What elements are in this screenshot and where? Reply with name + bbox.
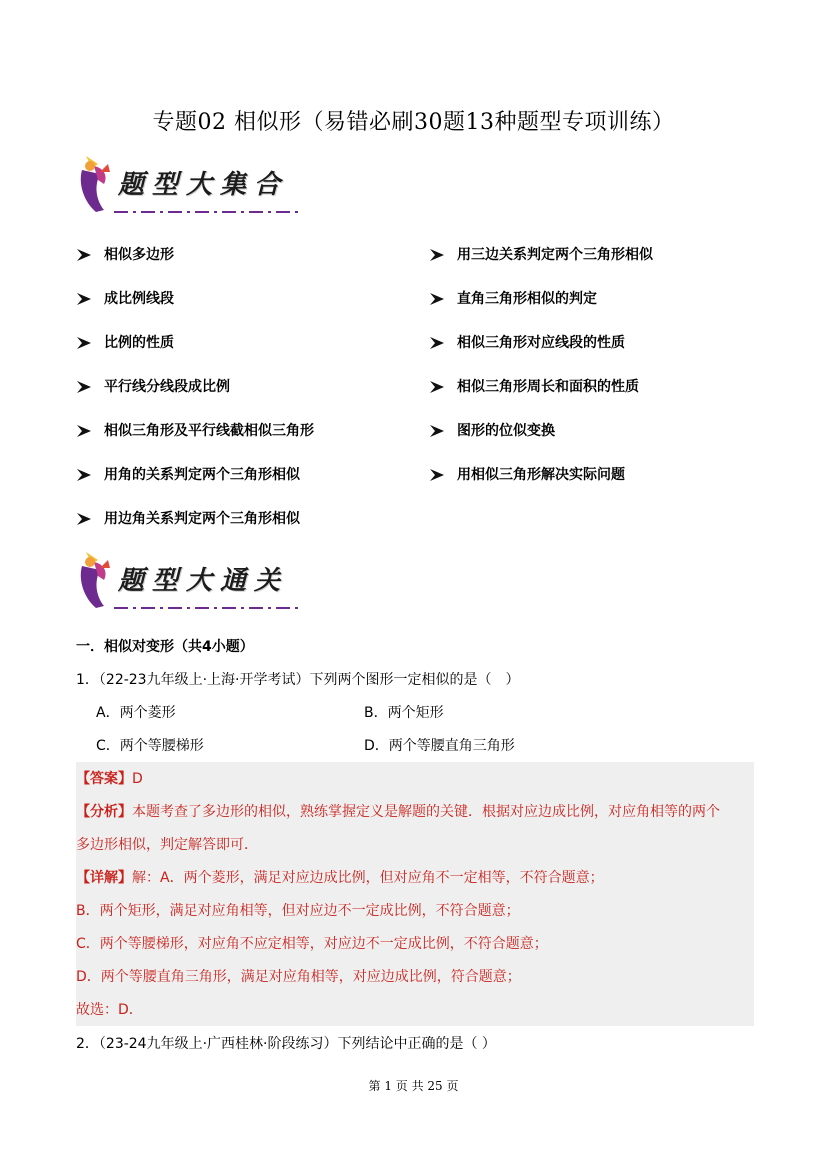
page-footer: 第 1 页 共 25 页 [368, 1079, 459, 1093]
arrow-bullet-icon [76, 423, 92, 439]
arrow-bullet-icon [76, 379, 92, 395]
detail-tag: 【详解】 [76, 870, 132, 886]
arrow-bullet-icon [76, 335, 92, 351]
section-heading: 一．相似对变形（共4小题） [76, 639, 254, 655]
arrow-bullet-icon [76, 511, 92, 527]
answer-tag: 【答案】 [76, 771, 132, 787]
topic-item: 用边角关系判定两个三角形相似 [76, 508, 300, 528]
topic-item: 相似三角形对应线段的性质 [429, 332, 625, 352]
topic-item: 用三边关系判定两个三角形相似 [429, 244, 653, 264]
arrow-bullet-icon [429, 291, 445, 307]
topic-item: 用相似三角形解决实际问题 [429, 464, 625, 484]
detail-conclusion: 故选：D． [76, 1002, 143, 1018]
detail-line-d: D．两个等腰直角三角形，满足对应角相等，对应边成比例，符合题意； [76, 969, 521, 985]
answer-line [76, 768, 143, 788]
arrow-bullet-icon [76, 467, 92, 483]
analysis-line: 【分析】本题考查了多边形的相似，熟练掌握定义是解题的关键．根据对应边成比例，对应角相等的两个 [76, 804, 720, 820]
topic-item: 直角三角形相似的判定 [429, 288, 597, 308]
topic-item: 相似三角形周长和面积的性质 [429, 376, 639, 396]
arrow-bullet-icon [429, 423, 445, 439]
detail-line-c: C．两个等腰梯形，对应角不应定相等，对应边不一定成比例，不符合题意； [76, 936, 548, 952]
arrow-bullet-icon [429, 247, 445, 263]
answer-value: D [132, 771, 143, 787]
arrow-bullet-icon [429, 467, 445, 483]
q1-option-c: C．两个等腰梯形 [96, 738, 204, 754]
topic-item: 相似多边形 [76, 244, 174, 264]
topic-item: 相似三角形及平行线截相似三角形 [76, 420, 314, 440]
section-banner-topic-practice [74, 546, 306, 616]
section-banner-topic-collection [74, 150, 306, 220]
page-title: 专题02 相似形（易错必刷30题13种题型专项训练） [152, 110, 675, 135]
topic-item: 比例的性质 [76, 332, 174, 352]
topic-item: 成比例线段 [76, 288, 174, 308]
banner-label: 题型大通关 [118, 566, 289, 596]
q1-option-d: D．两个等腰直角三角形 [364, 738, 515, 754]
detail-line-b: B．两个矩形，满足对应角相等，但对应边不一定成比例，不符合题意； [76, 903, 520, 919]
q1-option-b: B．两个矩形 [364, 705, 444, 721]
detail-line: 【详解】解：A．两个菱形，满足对应边成比例，但对应角不一定相等，不符合题意； [76, 870, 604, 886]
topic-item: 平行线分线段成比例 [76, 376, 230, 396]
topic-item: 用角的关系判定两个三角形相似 [76, 464, 300, 484]
arrow-bullet-icon [429, 335, 445, 351]
question-2-stem: 2．（23-24九年级上·广西桂林·阶段练习）下列结论中正确的是（ ） [76, 1036, 496, 1052]
arrow-bullet-icon [76, 291, 92, 307]
analysis-tag: 【分析】 [76, 804, 132, 820]
banner-label: 题型大集合 [118, 170, 289, 200]
topic-item: 图形的位似变换 [429, 420, 555, 440]
q1-option-a: A．两个菱形 [96, 705, 176, 721]
arrow-bullet-icon [429, 379, 445, 395]
arrow-bullet-icon [76, 247, 92, 263]
question-1-stem: 1．（22-23九年级上·上海·开学考试）下列两个图形一定相似的是（ ） [76, 672, 520, 688]
analysis-line-2: 多边形相似，判定解答即可． [76, 837, 258, 853]
